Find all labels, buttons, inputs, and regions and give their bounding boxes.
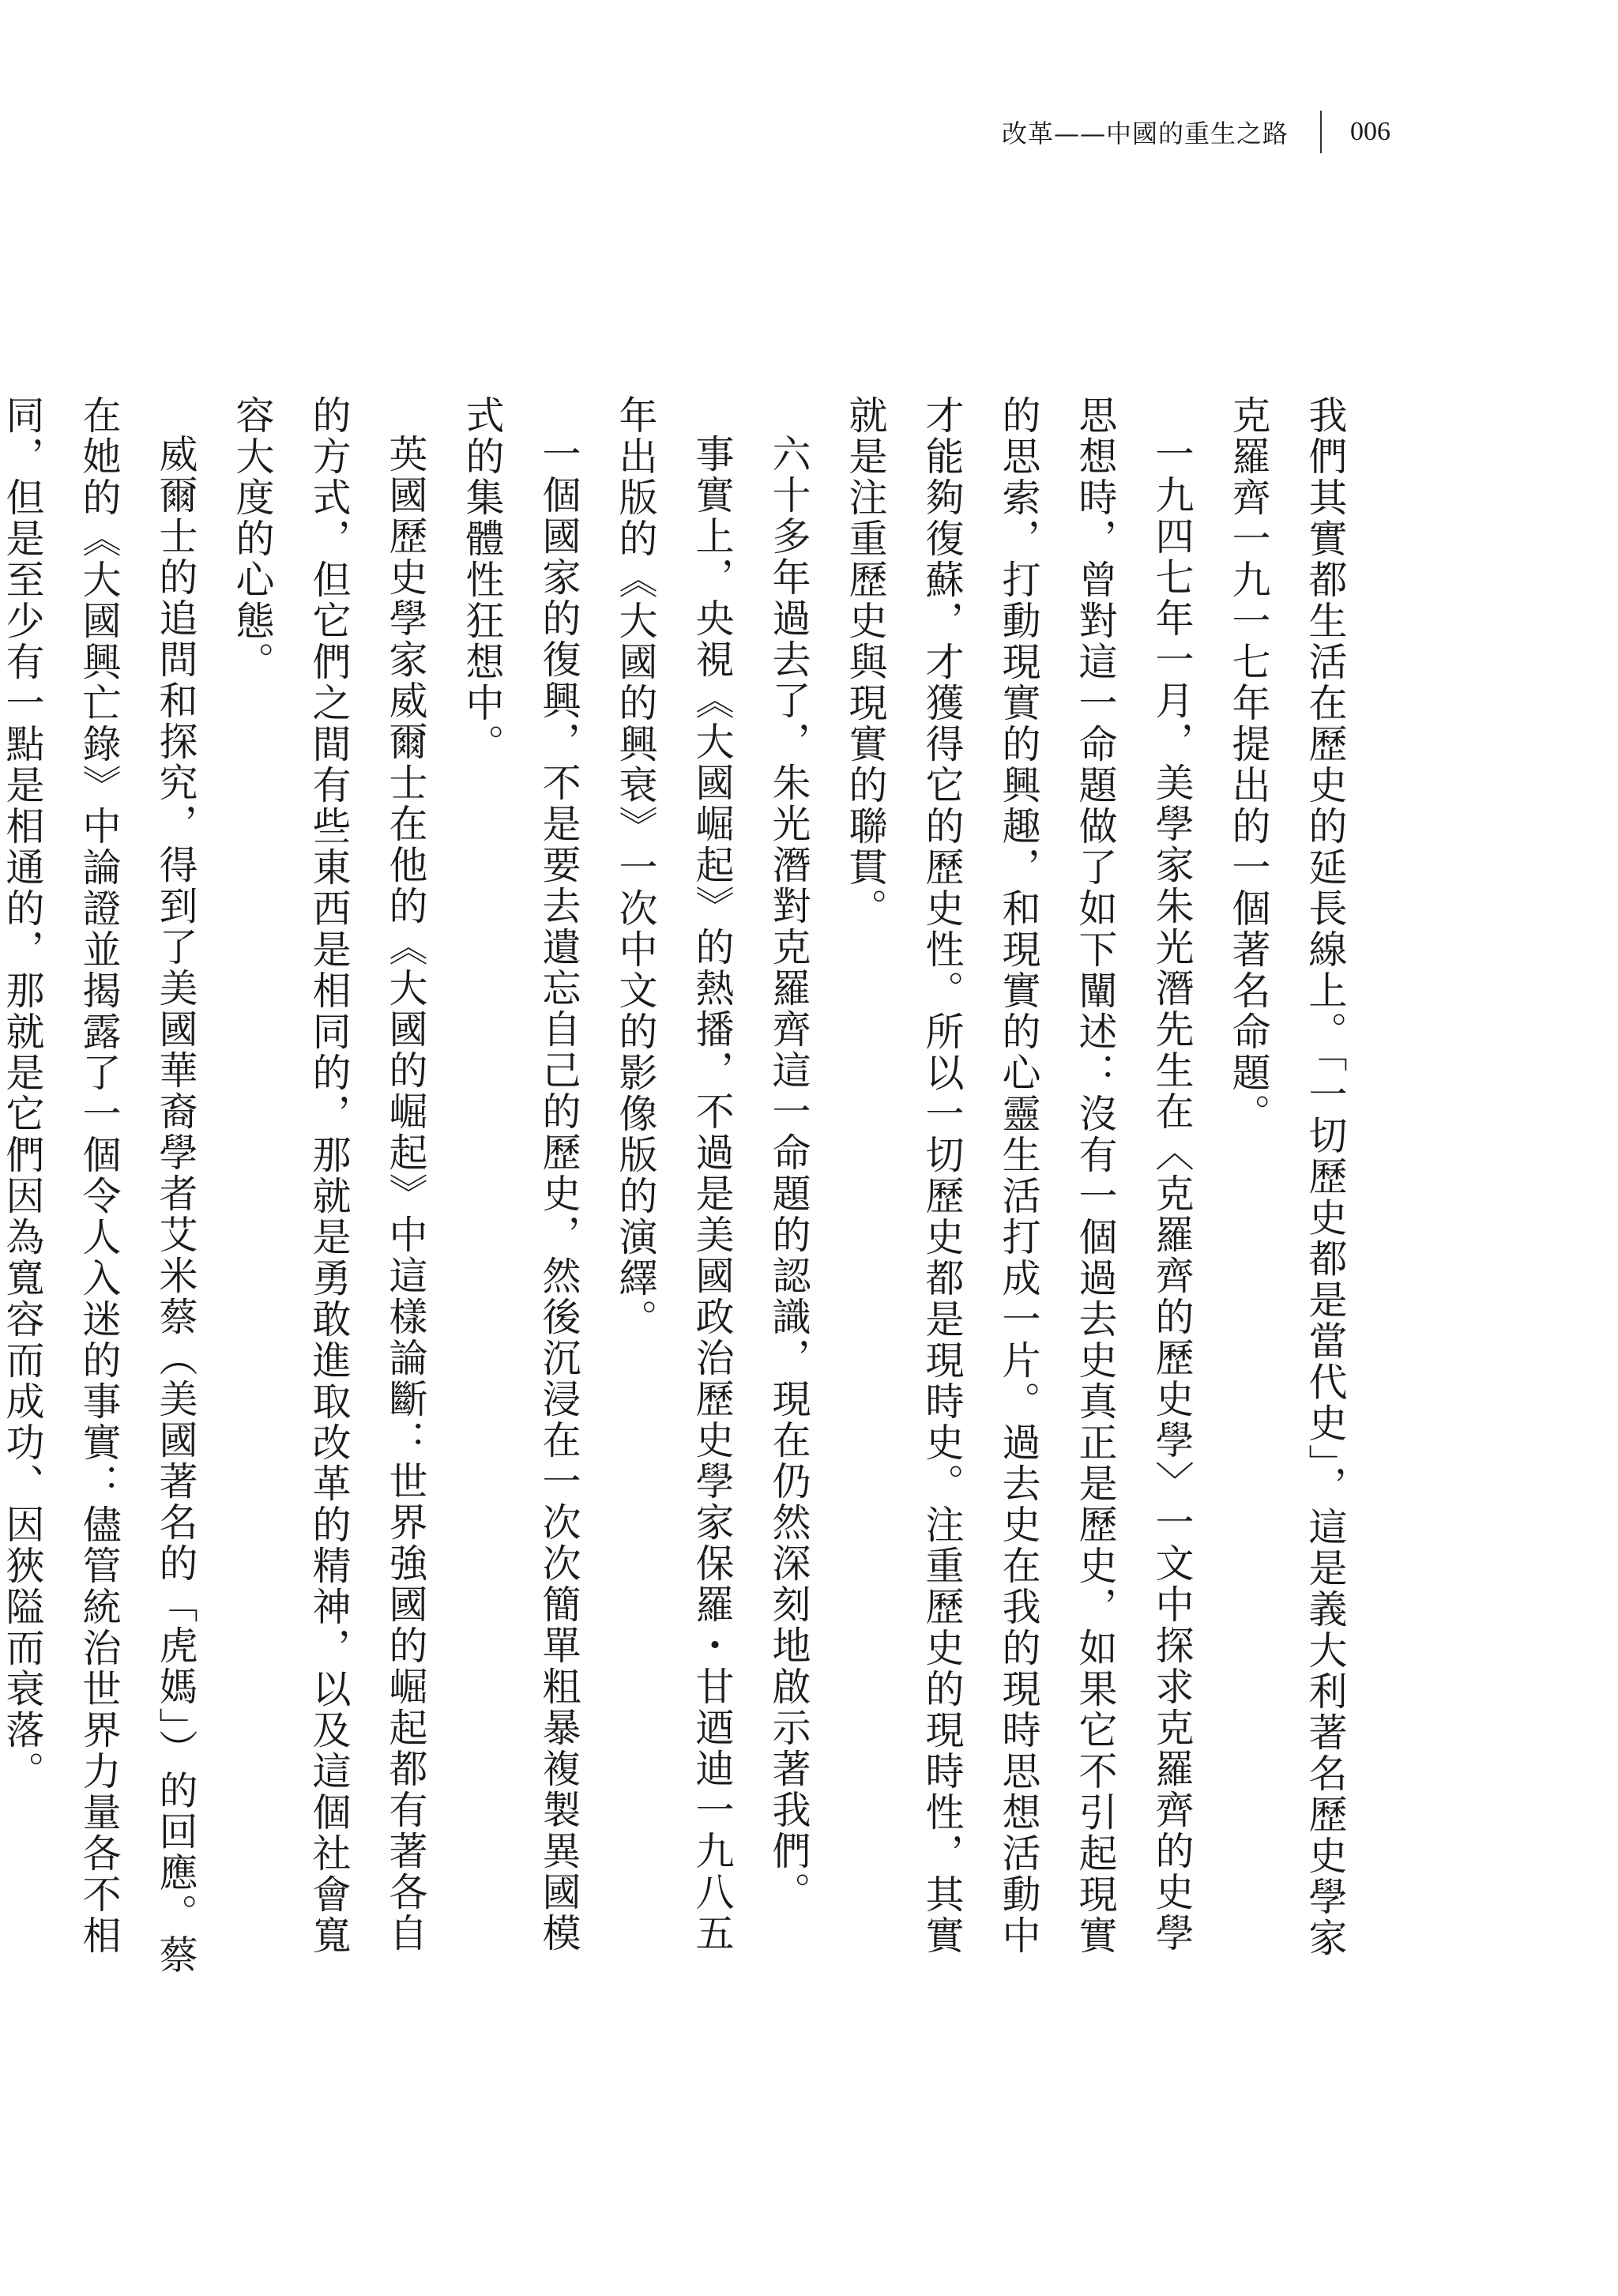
- running-head: [1002, 104, 1390, 160]
- paragraph-3: 六十多年過去了，朱光潛對克羅齊這一命題的認識，現在仍然深刻地啟示著我們。: [766, 434, 811, 1913]
- paragraph-6: 英國歷史學家威爾士在他的《大國的崛起》中這樣論斷：世界強國的崛起都有著各自的方式，但它們之間有些東西是相同的，那就是勇敢進取改革的精神，以及這個社會寬容大度的心態。: [230, 395, 428, 1956]
- paragraph-4: 事實上，央視《大國崛起》的熱播，不過是美國政治歷史學家保羅・甘迺迪一九八五年出版的《大國的興衰》一次中文的影像版的演繹。: [613, 395, 735, 1954]
- paragraph-2: 一九四七年一月，美學家朱光潛先生在〈克羅齊的歷史學〉一文中探求克羅齊的史學思想時，曾對這一命題做了如下闡述：沒有一個過去史真正是歷史，如果它不引起現實的思索，打動現實的興趣，和現實的心靈生活打成一片。過去史在我的現時思想活動中才能夠復蘇，才獲得它的歷史性。所以一切歷史都是現時史。注重歷史的現時性，其實就是注重歷史與現實的聯貫。: [843, 395, 1195, 1956]
- paragraph-7: 威爾士的追問和探究，得到了美國華裔學者艾米蔡（美國著名的「虎媽」）的回應。蔡在她的《大國興亡錄》中論證並揭露了一個令人入迷的事實：儘管統治世界力量各不相同，但是至少有一點是相通的，那就是它們因為寬容而成功、因狹隘而衰落。: [0, 395, 198, 1976]
- paragraph-1: 我們其實都生活在歷史的延長線上。「一切歷史都是當代史」，這是義大利著名歷史學家克羅齊一九一七年提出的一個著名命題。: [1226, 395, 1348, 1959]
- page-number: 006: [1350, 117, 1390, 146]
- running-head-title: 改革——中國的重生之路: [1001, 119, 1289, 149]
- running-head-divider: [1320, 111, 1322, 153]
- paragraph-5: 一個國家的復興，不是要去遺忘自己的歷史，然後沉浸在一次次簡單粗暴複製異國模式的集體性狂想中。: [460, 395, 581, 1954]
- vertical-body-text: [0, 395, 1364, 1983]
